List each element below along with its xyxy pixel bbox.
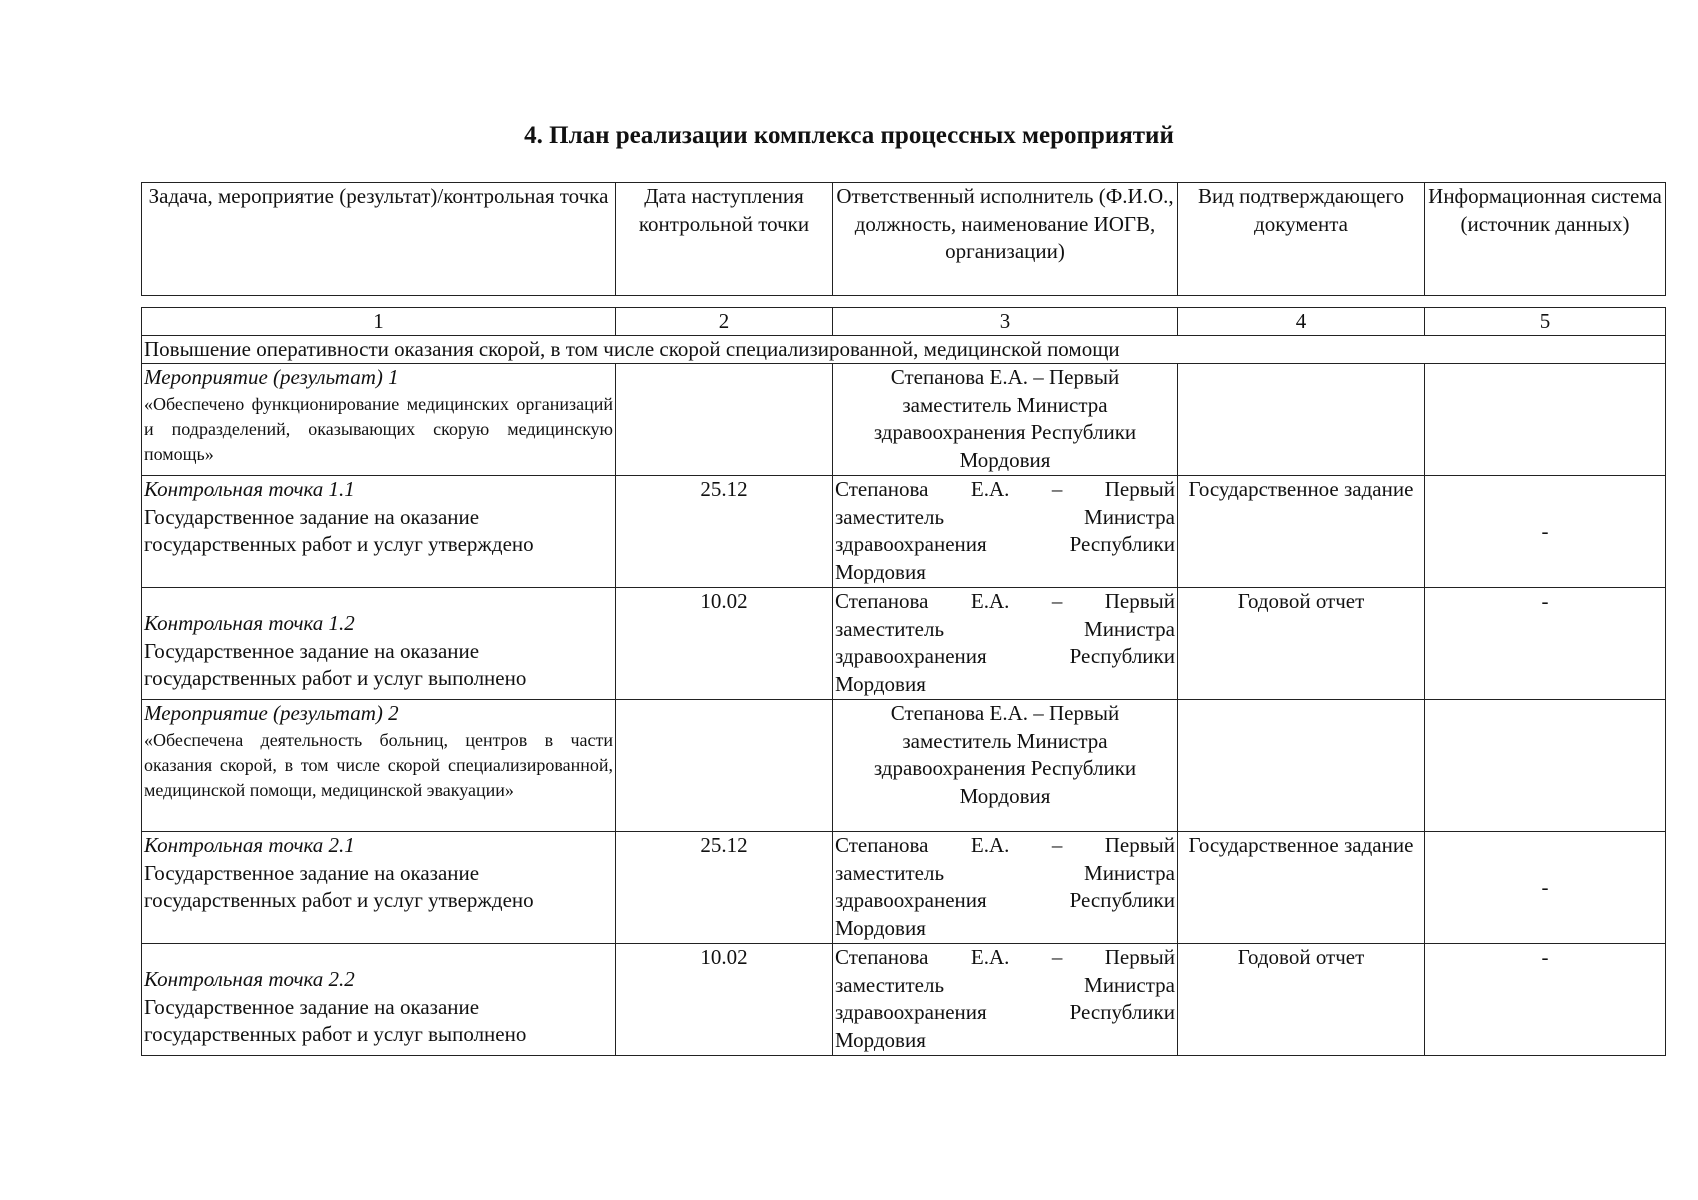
header-date: Дата наступления контрольной точки [616, 183, 833, 296]
row-text: Государственное задание на оказание государственных работ и услуг утверждено [144, 860, 534, 912]
column-number: 3 [833, 308, 1178, 336]
date-cell: 10.02 [616, 588, 833, 700]
header-task: Задача, мероприятие (результат)/контрольная точка [142, 183, 616, 296]
row-text: «Обеспечена деятельность больниц, центров в части оказания скорой, в том числе скорой специализированной, медицинской помощи, медицинской эвакуации» [144, 729, 613, 800]
date-cell: 25.12 [616, 832, 833, 944]
date-cell: 10.02 [616, 944, 833, 1056]
document-cell: Государственное задание [1178, 832, 1425, 944]
executor-cell: Степанова Е.А. – Первый заместитель Министра здравоохранения Республики Мордовия [833, 364, 1178, 476]
column-number: 1 [142, 308, 616, 336]
system-cell [1425, 364, 1666, 476]
row-label: Мероприятие (результат) 1 [144, 365, 399, 389]
row-label: Контрольная точка 1.2 [144, 611, 355, 635]
executor-cell: Степанова Е.А. – Первый заместитель Министра здравоохранения Республики Мордовия [833, 700, 1178, 832]
executor-cell: Степанова Е.А. – Первый заместитель Министра здравоохранения Республики Мордовия [833, 476, 1178, 588]
column-number: 4 [1178, 308, 1425, 336]
header-table [141, 182, 1666, 296]
page-title: 4. План реализации комплекса процессных мероприятий [524, 122, 1174, 149]
section-title: Повышение оперативности оказания скорой, в том числе скорой специализированной, медицинской помощи [142, 336, 1666, 364]
date-cell [616, 700, 833, 832]
row-label: Контрольная точка 2.2 [144, 967, 355, 991]
table-row [142, 832, 1666, 944]
row-text: Государственное задание на оказание государственных работ и услуг утверждено [144, 504, 534, 556]
table-row [142, 588, 1666, 700]
plan-table [141, 307, 1666, 1056]
task-cell [142, 700, 616, 832]
section-row [142, 336, 1666, 364]
document-cell [1178, 700, 1425, 832]
task-cell [142, 944, 616, 1056]
system-cell: - [1425, 944, 1666, 1056]
row-label: Мероприятие (результат) 2 [144, 701, 399, 725]
row-label: Контрольная точка 2.1 [144, 833, 355, 857]
task-cell [142, 588, 616, 700]
table-row [142, 700, 1666, 832]
system-cell: - [1425, 832, 1666, 944]
executor-cell: Степанова Е.А. – Первый заместитель Министра здравоохранения Республики Мордовия [833, 832, 1178, 944]
table-row [142, 944, 1666, 1056]
system-cell: - [1425, 588, 1666, 700]
row-text: Государственное задание на оказание государственных работ и услуг выполнено [144, 994, 527, 1046]
row-text: Государственное задание на оказание государственных работ и услуг выполнено [144, 638, 527, 690]
date-cell: 25.12 [616, 476, 833, 588]
row-label: Контрольная точка 1.1 [144, 477, 355, 501]
task-cell [142, 832, 616, 944]
row-text: «Обеспечено функционирование медицинских организаций и подразделений, оказывающих скорую медицинскую помощь» [144, 393, 613, 464]
header-row [142, 183, 1666, 296]
system-cell [1425, 700, 1666, 832]
document-cell: Годовой отчет [1178, 944, 1425, 1056]
header-document: Вид подтверждающего документа [1178, 183, 1425, 296]
task-cell [142, 476, 616, 588]
column-number: 5 [1425, 308, 1666, 336]
header-executor: Ответственный исполнитель (Ф.И.О., должность, наименование ИОГВ, организации) [833, 183, 1178, 296]
executor-cell: Степанова Е.А. – Первый заместитель Министра здравоохранения Республики Мордовия [833, 944, 1178, 1056]
table-row [142, 476, 1666, 588]
document-cell: Годовой отчет [1178, 588, 1425, 700]
document-cell [1178, 364, 1425, 476]
column-number-row [142, 308, 1666, 336]
task-cell [142, 364, 616, 476]
system-cell: - [1425, 476, 1666, 588]
column-number: 2 [616, 308, 833, 336]
date-cell [616, 364, 833, 476]
executor-cell: Степанова Е.А. – Первый заместитель Министра здравоохранения Республики Мордовия [833, 588, 1178, 700]
table-row [142, 364, 1666, 476]
document-cell: Государственное задание [1178, 476, 1425, 588]
header-system: Информационная система (источник данных) [1425, 183, 1666, 296]
